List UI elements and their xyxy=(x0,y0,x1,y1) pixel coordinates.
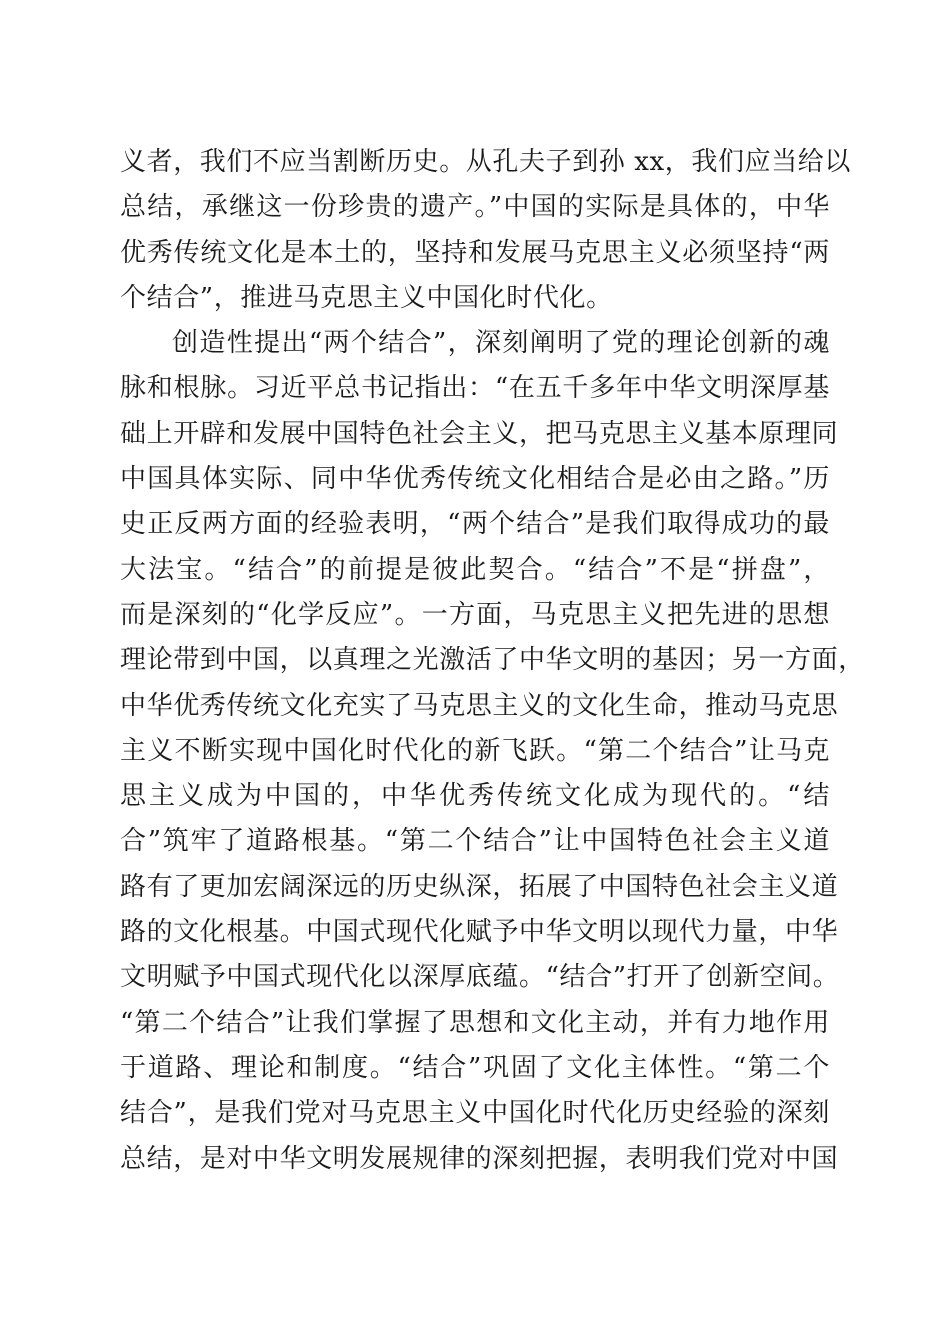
text-line: 总结，是对中华文明发展规律的深刻把握，表明我们党对中国 xyxy=(120,1143,839,1174)
text-line: 义者，我们不应当割断历史。从孔夫子到孙 xx，我们应当给以 xyxy=(120,147,851,177)
text-line: 总结，承继这一份珍贵的遗产。”中国的实际是具体的，中华 xyxy=(120,192,830,223)
paragraph-2 xyxy=(120,321,865,1182)
text-line: 理论带到中国，以真理之光激活了中华文明的基因；另一方面， xyxy=(120,645,865,676)
text-line: 而是深刻的“化学反应”。一方面，马克思主义把先进的思想 xyxy=(120,599,830,630)
text-line: 文明赋予中国式现代化以深厚底蕴。“结合”打开了创新空间。 xyxy=(120,962,840,993)
text-line: 思主义成为中国的，中华优秀传统文化成为现代的。“结 xyxy=(120,781,830,812)
text-line: 结合”，是我们党对马克思主义中国化时代化历史经验的深刻 xyxy=(120,1098,830,1129)
text-line: 中国具体实际、同中华优秀传统文化相结合是必由之路。”历 xyxy=(120,464,830,495)
text-line: 合”筑牢了道路根基。“第二个结合”让中国特色社会主义道 xyxy=(120,826,830,857)
text-line: 大法宝。“结合”的前提是彼此契合。“结合”不是“拼盘”， xyxy=(120,554,830,585)
text-line: 优秀传统文化是本土的，坚持和发展马克思主义必须坚持“两 xyxy=(120,237,830,268)
body-text xyxy=(120,140,865,1182)
paragraph-1 xyxy=(120,140,851,321)
text-line: 脉和根脉。习近平总书记指出：“在五千多年中华文明深厚基 xyxy=(120,373,830,404)
text-line: 路有了更加宏阔深远的历史纵深，拓展了中国特色社会主义道 xyxy=(120,871,839,902)
text-line: 路的文化根基。中国式现代化赋予中华文明以现代力量，中华 xyxy=(120,917,839,948)
text-line: 中华优秀传统文化充实了马克思主义的文化生命，推动马克思 xyxy=(120,690,839,721)
text-line: “第二个结合”让我们掌握了思想和文化主动，并有力地作用 xyxy=(120,1007,830,1038)
text-line: 于道路、理论和制度。“结合”巩固了文化主体性。“第二个 xyxy=(120,1052,830,1083)
text-line: 史正反两方面的经验表明，“两个结合”是我们取得成功的最 xyxy=(120,509,830,540)
text-line: 主义不断实现中国化时代化的新飞跃。“第二个结合”让马克 xyxy=(120,735,830,766)
text-line: 个结合”，推进马克思主义中国化时代化。 xyxy=(120,282,613,313)
text-line: 础上开辟和发展中国特色社会主义，把马克思主义基本原理同 xyxy=(120,418,839,449)
text-line: 创造性提出“两个结合”，深刻阐明了党的理论创新的魂 xyxy=(172,328,830,359)
